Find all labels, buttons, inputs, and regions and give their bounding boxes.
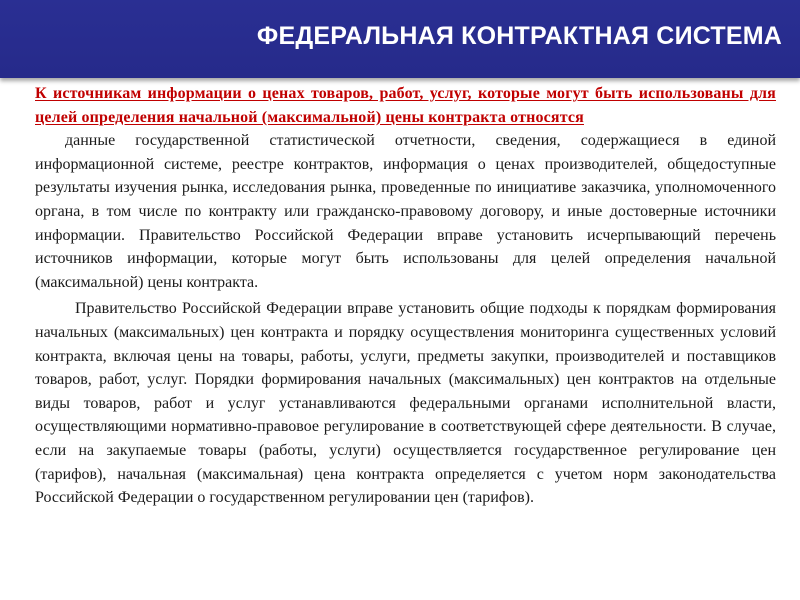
paragraph-government-approaches: Правительство Российской Федерации вправе установить общие подходы к порядкам формирования начальных (максимальных) цен контракта и порядку осуществления мониторинга существенных условий контракта, включая цены на товары, работы, услуги, предметы закупки, производителей и поставщиков товаров, работ, услуг. Порядки формирования начальных (максимальных) цен контрактов на отдельные виды товаров, работ и услуг устанавливаются федеральными органами исполнительной власти, осуществляющими нормативно-правовое регулирование в соответствующей сфере деятельности. В случае, если на закупаемые товары (работы, услуги) осуществляется государственное регулирование цен (тарифов), начальная (максимальная) цена контракта определяется с учетом норм законодательства Российской Федерации о государственном регулировании цен (тарифов). [35, 300, 776, 507]
page-title: ФЕДЕРАЛЬНАЯ КОНТРАКТНАЯ СИСТЕМА [256, 22, 782, 50]
paragraph-sources: данные государственной статистической отчетности, сведения, содержащиеся в единой информационной системе, реестре контрактов, информация о ценах производителей, общедоступные результаты изучения рынка, исследования рынка, проведенные по инициативе заказчика, уполномоченного органа, в том числе по контракту или гражданско-правовому договору, и иные достоверные источники информации. Правительство Российской Федерации вправе установить исчерпывающий перечень источников информации, которые могут быть использованы для целей определения начальной (максимальной) цены контракта. [35, 132, 776, 291]
header-band [0, 0, 800, 78]
slide-body [35, 82, 776, 510]
lead-heading: К источникам информации о ценах товаров, работ, услуг, которые могут быть использованы для целей определения начальной (максимальной) цены контракта относятся [35, 85, 776, 126]
